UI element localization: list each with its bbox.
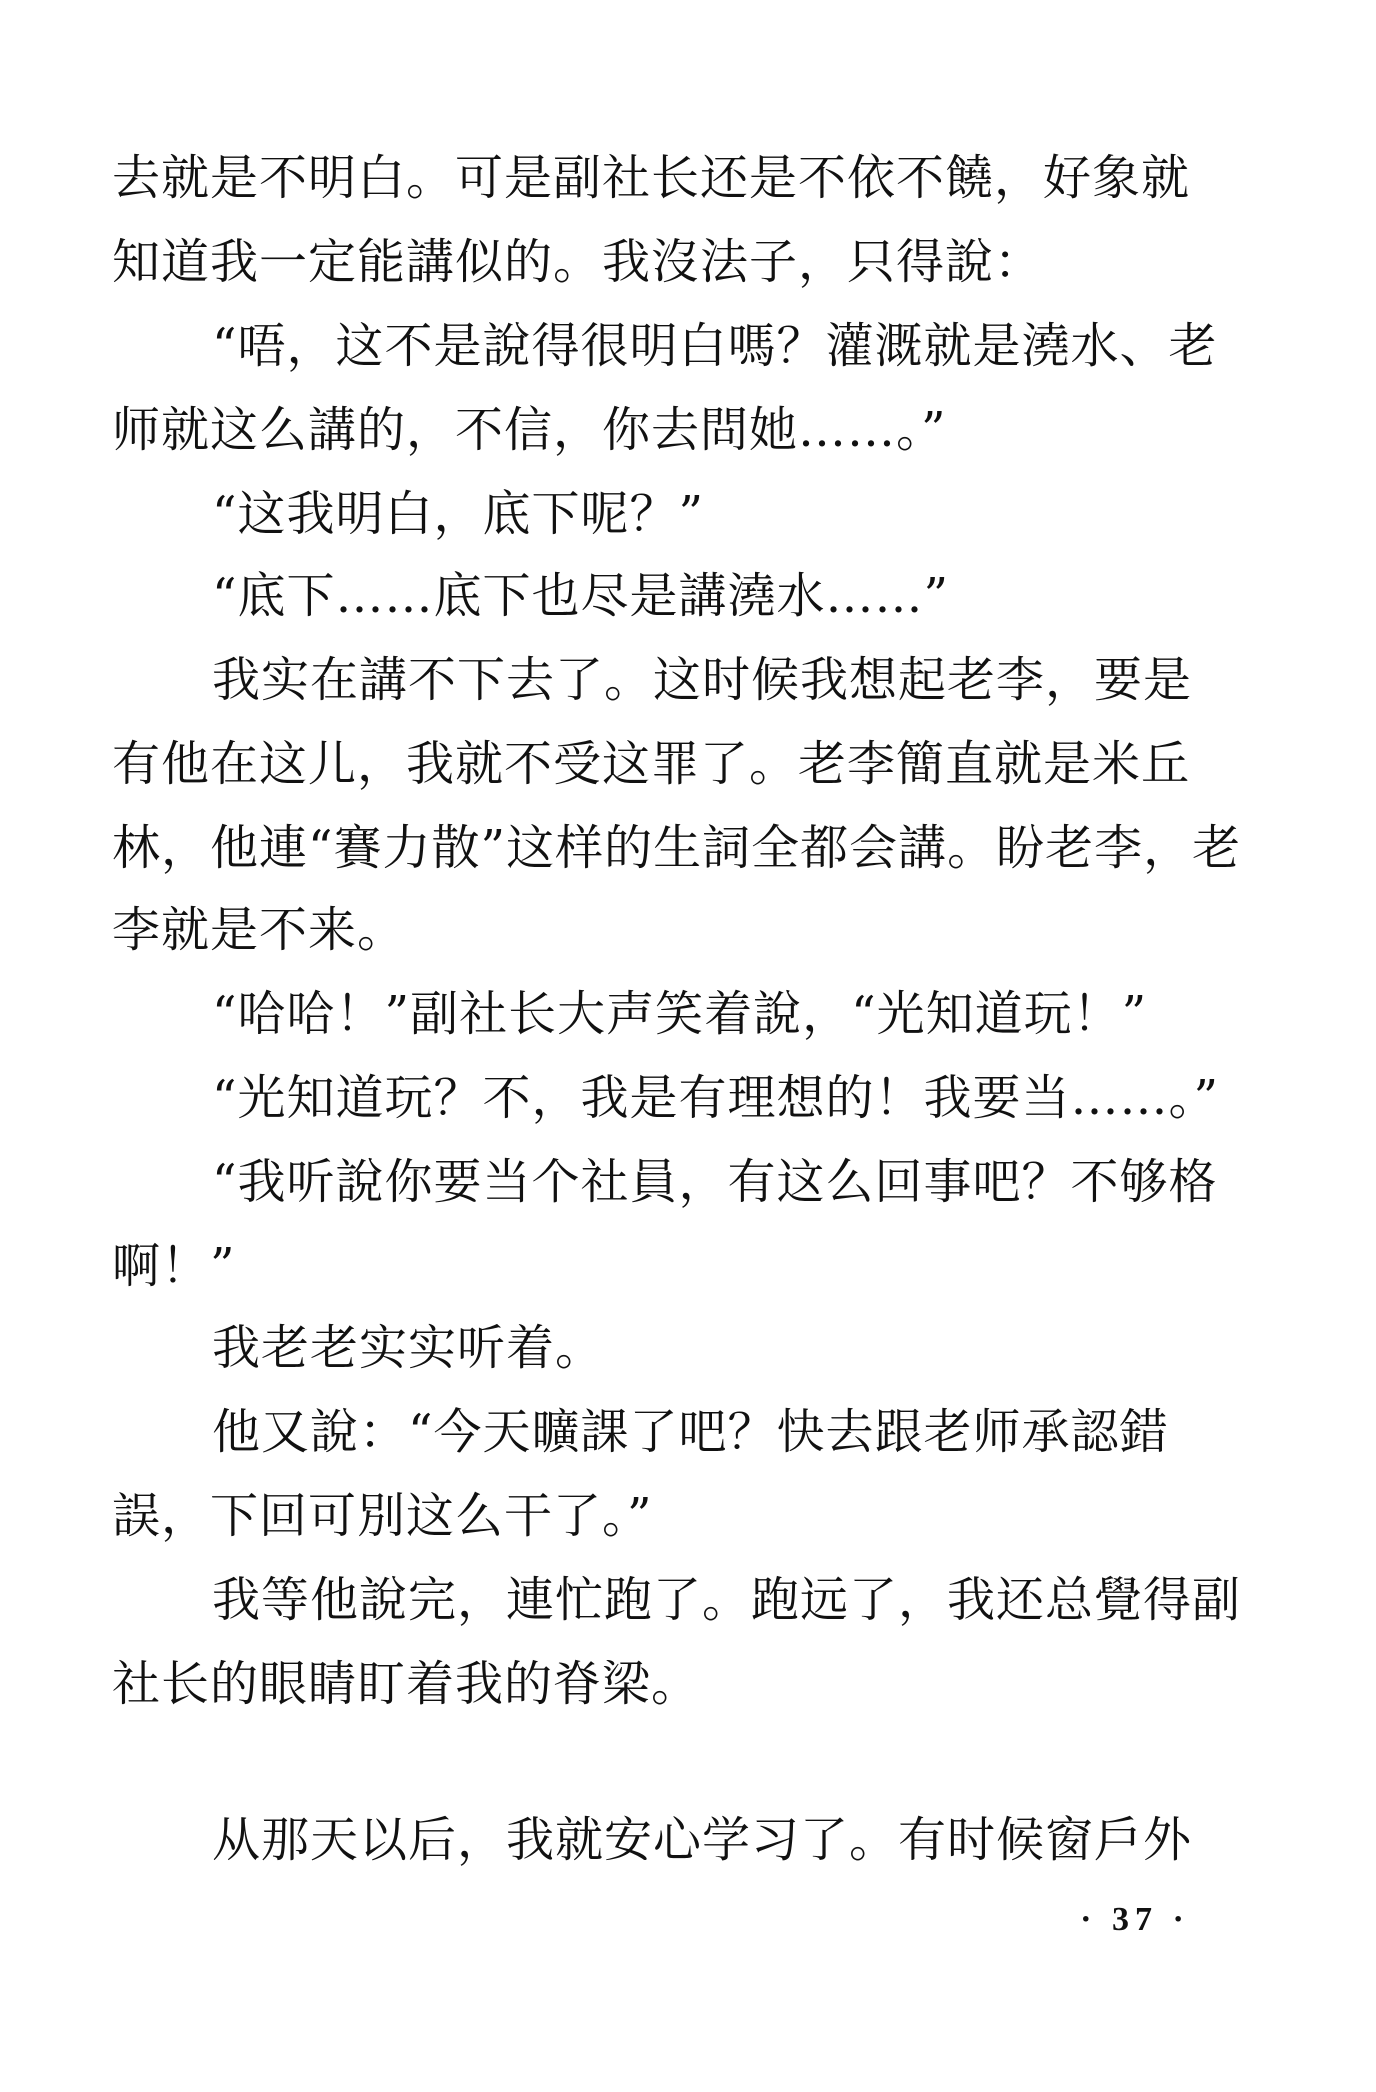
text-line: 他又說：“今天曠課了吧？快去跟老师承認錯 — [212, 1404, 1169, 1460]
page-number: · 37 · — [1080, 1901, 1190, 1938]
text-line: “光知道玩？不，我是有理想的！我要当……。” — [212, 1070, 1220, 1126]
text-line: “我听說你要当个社員，有这么回事吧？不够格 — [212, 1154, 1218, 1210]
text-line: 我实在講不下去了。这时候我想起老李，要是 — [212, 652, 1193, 708]
text-line: 师就这么講的，不信，你去問她……。” — [112, 402, 947, 458]
text-line: 我等他說完，連忙跑了。跑远了，我还总覺得副 — [212, 1572, 1242, 1628]
text-line: 社长的眼睛盯着我的脊梁。 — [112, 1656, 701, 1712]
text-line: “底下……底下也尽是講澆水……” — [212, 568, 950, 624]
text-line: 去就是不明白。可是副社长还是不依不饒，好象就 — [112, 150, 1191, 206]
text-line: 啊！” — [112, 1238, 236, 1294]
text-line: 誤，下回可別这么干了。” — [112, 1488, 653, 1544]
text-line: 有他在这儿，我就不受这罪了。老李簡直就是米丘 — [112, 736, 1191, 792]
text-line: 李就是不来。 — [112, 902, 407, 958]
text-line: 我老老实实听着。 — [212, 1320, 605, 1376]
text-line: “唔，这不是說得很明白嗎？灌溉就是澆水、老 — [212, 318, 1218, 374]
text-line: 知道我一定能講似的。我沒法子，只得說： — [112, 234, 1044, 290]
text-line: “这我明白，底下呢？” — [212, 486, 705, 542]
text-line: “哈哈！”副社长大声笑着說，“光知道玩！” — [212, 986, 1148, 1042]
text-line: 从那天以后，我就安心学习了。有时候窗戶外 — [212, 1812, 1193, 1868]
text-line: 林，他連“賽力散”这样的生詞全都会講。盼老李，老 — [112, 820, 1242, 876]
